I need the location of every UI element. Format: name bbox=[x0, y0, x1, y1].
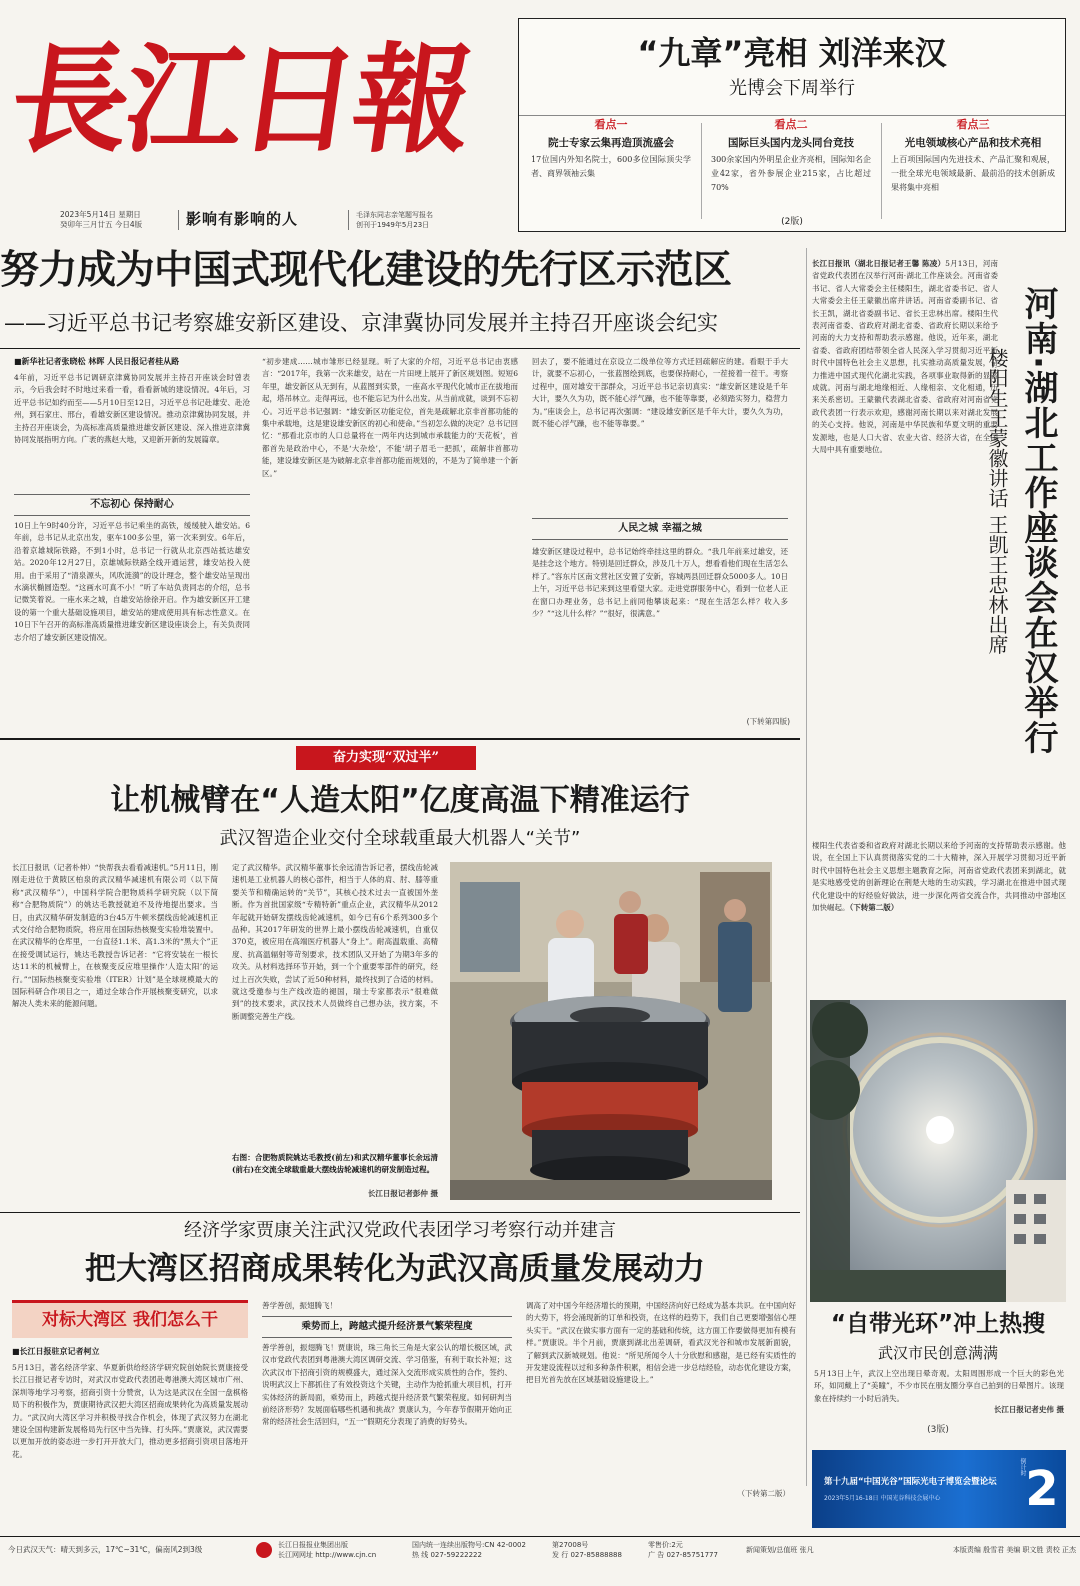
masthead-logo: 長江日報 bbox=[2, 30, 478, 169]
bay-col-2-lead: 善学善创，振翅腾飞！ bbox=[262, 1301, 337, 1310]
ad-date: 2023年5月16-18日 中国光谷科技会展中心 bbox=[824, 1495, 941, 1502]
footer-weather: 今日武汉天气：晴天到多云，17℃~31℃，偏南风2到3级 bbox=[8, 1545, 203, 1554]
bay-col-2: 善学善创，振翅腾飞！贾康说，珠三角长三角是大家公认的增长极区域，武汉市党政代表团到粤港澳大湾区调研交流、学习借鉴，有利于取长补短；这次武汉市下招商引资的规模盛大，通过深入交流形成实质性的合作，签约、说明武汉上下都抓住了有效投资这个关键，主动作为抢抓重大项目机，打开实体经济的新局面，乘势而上，跨越式提升经济景气繁荣程度。如何研判当前经济形势？发展面临哪些机遇和挑战？贾康认为，今年春节假期开始向正常的经济社会生活回归，“五一”假期充分表现了消费的好势头。 bbox=[262, 1343, 512, 1427]
bay-col-1: 5月13日，著名经济学家、华夏新供给经济学研究院创始院长贾康接受长江日报记者专访时，对武汉市党政代表团赴粤港澳大湾区城市广州、深圳等地学习考察，招商引资十分赞赏，认为这是武汉在全国一盘棋格局下的积极作为，贾康期待武汉把大湾区招商成果转化为高质量发展动力。“武汉向大湾区学习并积极寻找合作机会，体现了武汉努力在湖北建设全国构建新发展格局先行区中当先锋、打头阵。”贾康说，武汉需要以更加开放的姿态进一步打开开放大门，推动更多招商引资项目落地开花。 bbox=[12, 1363, 248, 1459]
masthead-divider-2 bbox=[348, 210, 349, 230]
masthead-publisher bbox=[356, 210, 506, 230]
henan-body-2-text: 楼阳生代表省委和省政府对湖北长期以来给予河南的支持帮助表示感谢。他说，在全国上下认真贯彻落实党的二十大精神，深入开展学习贯彻习近平新时代中国特色社会主义思想主题教育之际，河南省党政代表团来到湖北，就是实地感受党的创新理论在荆楚大地的生动实践，学习湖北在推进中国式现代化建设中的好经验好做法，进一步深化两省交流合作，共同推动中部地区加快崛起。 bbox=[812, 841, 1066, 913]
promo-item-2 bbox=[705, 117, 877, 217]
footer-publisher bbox=[278, 1540, 398, 1560]
masthead-divider bbox=[178, 210, 179, 230]
halo-headline[interactable]: “自带光环”冲上热搜 bbox=[830, 1311, 1046, 1337]
sun-halo-illustration bbox=[810, 1000, 1066, 1302]
footer-cn bbox=[412, 1540, 548, 1560]
reducer-photo-illustration bbox=[450, 862, 772, 1200]
masthead bbox=[2, 12, 508, 230]
promo-page-ref[interactable]: (2版) bbox=[781, 217, 803, 227]
lead-col-2: “初步建成……城市雏形已经显现。听了大家的介绍，习近平总书记由衷感言：“2017年，我第一次来雄安，站在一片田埂上展开了新区规划图。短短6年里，雄安新区从无到有，从蓝图到实景，一座高水平现代化城市正在拔地而起，塔吊林立。走得再远，也不能忘记为什么出发。从当前成就，谈到不忘初心。习近平总书记强调：“雄安新区功能定位，首先是疏解北京非首都功能的集中承载地，这是建设雄安新区的初心和使命。”当初怎么做的决定？总书记回忆：“那看北京市的人口总量将在一两年内达到城市承载能力的‘天花板’，首都首先是政治中心，不是‘大杂烩’，不能‘胡子眉毛一把抓’，疏解非首都功能，建设雄安新区是为破解北京非首都功能而规划的，不是为了简单建一个新区。” bbox=[262, 357, 518, 478]
ad-countdown-label: 倒计时 bbox=[1019, 1458, 1026, 1476]
lead-col-1b: 10日上午9时40分许，习近平总书记乘坐的高铁，缓缓驶入雄安站。6年前，总书记从北京出发，驱车100多公里，第一次来到安。6年后，沿着京雄城际铁路，不到1小时，总书记一行就从北京西站抵达雄安站。2020年12月27日，京雄城际铁路全线开通运营，雄安站投入使用。由于采用了“清泉源头，风吹涟漪”的设计理念，整个雄安站呈现出水滴状椭圆造型。“这画水可真不小！”听了车站负责同志的介绍，总书记微笑着说。一座水来之城，自雄安站徐徐开启。作为雄安新区开工建设的第一个重大基础设施项目，雄安站的建成使用具有标志性意义。在10日下午召开的高标准高质量推进雄安新区建设座谈会上，有关负责同志介绍了雄安新区建设情况。 bbox=[14, 521, 250, 642]
bay-kicker: 经济学家贾康关注武汉党政代表团学习考察行动并建言 bbox=[184, 1220, 616, 1241]
cjn-logo-icon bbox=[256, 1542, 272, 1558]
section-label: 不忘初心 保持耐心 bbox=[90, 499, 174, 510]
ad-phone: 广 告 027-85751777 bbox=[648, 1551, 718, 1559]
bay-banner bbox=[12, 1300, 248, 1338]
henan-body-text: 5月13日，河南省党政代表团在汉举行河南·湖北工作座谈会。河南省委书记、省人大常委会主任楼阳生，湖北省委书记、省人大常委会主任王蒙徽出席并讲话。河南省委副书记、省长王凯，湖北省委副书记、省长王忠林出席。楼阳生代表河南省委、省政府对湖北省委、省政府长期以来给予河南的大力支持和帮助表示感谢。他说，近年来，湖北省委、省政府团结带领全省人民深入学习贯彻习近平新时代中国特色社会主义思想，扎实推动高质量发展，奋力推进中国式现代化湖北实践，各项事业取得新的显著成就。河南与湖北地缘相近、人缘相亲、文化相通，历来关系密切。王蒙徽代表湖北省委、省政府对河南省党政代表团一行表示欢迎，感谢河南长期以来对湖北发展的关心支持。他说，河南是中华民族和华夏文明的重要发源地，也是人口大省、农业大省、经济大省，在全国大局中具有重要地位。 bbox=[812, 259, 998, 455]
ad-title: 第十九届“中国光谷”国际光电子博览会暨论坛 bbox=[824, 1477, 997, 1487]
section-label: 人民之城 幸福之城 bbox=[618, 523, 702, 534]
masthead-date bbox=[60, 210, 180, 230]
robot-caption: 右图：合肥物质院姚达毛教授(前左)和武汉精华董事长余远清(前右)在交流全球载重最大摆线齿轮减速机的研发制造过程。 bbox=[232, 1153, 438, 1175]
bay-byline: ■长江日报驻京记者柯立 bbox=[12, 1347, 100, 1356]
lead-col-3: 回去了，要不能通过在京设立二级单位等方式迁回疏解应的建。看眼于手大计，就要不忘初心，一张蓝图绘到底，也要保持耐心，一茬接着一茬干。考察过程中，面对雄安干部群众，习近平总书记亲切真实：“雄安新区建设是千年大计，要久久为功，既不能心浮气躁，也不能等靠要，必须踏实努力，稳营力为。”座谈会上，总书记再次强调：“建设雄安新区是千年大计，要久久为功，既不能心浮气躁，也不能等靠要。” bbox=[532, 357, 788, 429]
ad-countdown-number: 2 bbox=[1025, 1461, 1059, 1517]
robot-photo-credit: 长江日报记者彭仲 摄 bbox=[367, 1189, 438, 1198]
publisher-name: 长江日报报业集团出版 bbox=[278, 1541, 348, 1549]
robot-col-2: 定了武汉精华。武汉精华董事长余远清告诉记者，摆线齿轮减速机是工业机器人的核心部件，相当于人体的肩、肘、膝等重要关节和精确运转的“关节”，其核心技术过去一直被国外垄断。作为首批国家级“专精特新”重点企业，武汉精华从2012年起就开始研发摆线齿轮减速机，如今已有6个系列300多个品种。其2017年研发的世界上最小摆线齿轮减速机，自重仅370克，被应用在高端医疗机器人“身上”。耐高温载重、高精度、抗高温辐射等苛刻要求，技术团队又开始了为期3年多的攻关。从材料选择环节开始，到一个个重要零部件的研究，经过上百次失败，尝试了近50种材料，最终找到了合适的材料。就这受邀参与生产线改造的褪国，瑞士专家都表示“很难做到”的技术要求，武汉技术人员做终自己想办法，找方案，不断调整完善生产线。 bbox=[232, 863, 438, 1021]
promo-rule bbox=[519, 115, 1065, 116]
robot-photo bbox=[450, 862, 772, 1200]
section-label: 乘势而上，跨越式提升经济景气繁荣程度 bbox=[301, 1321, 473, 1332]
promo-item-text: 300余家国内外明星企业齐亮相，国际知名企业42家，省外参展企业215家，占比超过70% bbox=[711, 155, 871, 192]
henan-vert-sub: 楼阳生王蒙徽讲话 王凯王忠林出席 bbox=[985, 348, 1009, 655]
lead-byline: ■新华社记者张晓松 林晖 人民日报记者桂从路 bbox=[14, 357, 180, 366]
lead-section-2 bbox=[532, 518, 788, 540]
top-promo-box[interactable] bbox=[518, 18, 1066, 232]
promo-tag: 看点二 bbox=[774, 118, 808, 131]
expo-ad[interactable] bbox=[812, 1450, 1066, 1528]
bay-headline[interactable]: 把大湾区招商成果转化为武汉高质量发展动力 bbox=[85, 1251, 705, 1287]
lead-rule bbox=[0, 348, 800, 349]
promo-sep-2 bbox=[881, 123, 882, 219]
halo-text: 5月13日上午，武汉上空出现日晕奇观。太阳周围形成一个巨大的彩色光环，如同戴上了“美瞳”，不少市民在朋友圈分享自己拍到的日晕图片。该现象在持续约一小时后消失。 bbox=[814, 1369, 1064, 1403]
henan-body-2 bbox=[812, 840, 1066, 980]
lead-subhead: ——习近平总书记考察雄安新区建设、京津冀协同发展并主持召开座谈会纪实 bbox=[4, 311, 718, 335]
lunar-date-line: 癸卯年三月廿五 今日4版 bbox=[60, 220, 143, 229]
date-line: 2023年5月14日 星期日 bbox=[60, 210, 141, 219]
halo-page-ref[interactable]: (3版) bbox=[927, 1425, 949, 1435]
hotline: 热 线 027-59222222 bbox=[412, 1551, 482, 1559]
website[interactable]: 长江网网址 http://www.cjn.cn bbox=[278, 1551, 377, 1559]
promo-item-1 bbox=[525, 117, 697, 217]
bay-col-2a bbox=[262, 1300, 512, 1314]
robot-headline[interactable]: 让机械臂在“人造太阳”亿度高温下精准运行 bbox=[110, 783, 690, 818]
promo-headline: “九章”亮相 刘洋来汉 bbox=[637, 34, 947, 72]
footer-price bbox=[648, 1540, 734, 1560]
robot-col-1: 长江日报讯（记者朴伸）“快帮我去看看减速机。”5月11日，刚刚走进位于黄陂区柏泉的武汉精华减速机有限公司（以下简称“武汉精华”），中国科学院合肥物质科学研究院（以下简称“合肥物质院”）的姚达毛教授就迫不及待地提出要求。当日，由武汉精华研发制造的3台45万牛顿米摆线齿轮减速机正式交付给合肥物质院，将应用在国际热核聚变实验堆装置中。在武汉精华的仓库里，一台直径1.1米、高1.3米的“黑大个”正在接受调试运行，姚达毛教授告诉记者：“它将安装在一根长达11米的机械臂上，在核聚变反应堆里操作‘人造太阳’的运行。”“国际热核聚变实验堆（ITER）计划”是全球规模最大的国际科研合作项目之一，通过全球合作开展核聚变研究，以求解决人类未来的能源问题。 bbox=[12, 863, 218, 1009]
footer-rule bbox=[0, 1536, 1080, 1537]
promo-item-title: 光电领域核心产品和技术亮相 bbox=[904, 137, 1042, 149]
henan-body bbox=[812, 258, 998, 836]
promo-tag: 看点一 bbox=[594, 118, 628, 131]
robot-subhead: 武汉智造企业交付全球载重最大机器人“关节” bbox=[219, 828, 581, 849]
bay-top-rule bbox=[0, 1212, 800, 1213]
halo-subhead: 武汉市民创意满满 bbox=[877, 1344, 998, 1362]
lead-col-3b: 雄安新区建设过程中，总书记始终牵挂这里的群众。“我几年前来过雄安，还是挂念这个地方。特别是回迁群众，涉及几十万人，想看看他们现在生活怎么样了。”容东片区南文营社区安置了安新，容城两县回迁群众5000多人。10日上午，习近平总书记来到这里看望大家。走进党群服务中心，看到一位老人正在窗口办理业务，总书记上前同他攀谈起来：“现在生活怎么样？收入多少？”“这儿什么样？”“很好，很满意。” bbox=[532, 547, 788, 619]
promo-item-title: 国际巨头国内龙头同台竞技 bbox=[728, 137, 854, 149]
promo-item-text: 上百项国际国内先进技术、产品汇聚和观展，一批全球光电领域最新、最前沿的技术创新成果将集中亮相 bbox=[891, 155, 1055, 192]
issue-number: 第27008号 bbox=[552, 1541, 589, 1549]
bay-col-3: 调高了对中国今年经济增长的预期，中国经济向好已经成为基本共识。在中国向好的大势下，将会涌现新的订单和投资，在这样的趋势下，我们自己更要增强信心埋头实干。“武汉在做实事方面有一定的基础和传统，这方面工作要做得更加有模有样。”贾康说。半个月前，贾康到湖北出差调研，看武汉光谷和城市发展新面貌，了解到武汉新城规划。他说：“所见所闻令人十分欣慰和感谢，是已经有实质性的开发建设流程以过和多种条件积累，相信会进一步总结经验，动态优化建设方案，把目光首先放在区域基础设施建设上。” bbox=[526, 1301, 796, 1385]
promo-sep-1 bbox=[701, 123, 702, 219]
bay-continue[interactable]: （下转第二版） bbox=[737, 1489, 790, 1498]
founded-line: 创刊于1949年5月23日 bbox=[356, 221, 430, 229]
footer-issue bbox=[552, 1540, 632, 1560]
masthead-slogan: 影响有影响的人 bbox=[186, 210, 299, 228]
distribution-phone: 发 行 027-85888888 bbox=[552, 1551, 622, 1559]
bay-banner-text: 对标大湾区 我们怎么干 bbox=[42, 1310, 218, 1330]
lead-continue[interactable]: (下转第四版) bbox=[746, 717, 790, 726]
price: 零售价:2元 bbox=[648, 1541, 683, 1549]
bay-section bbox=[262, 1316, 512, 1338]
halo-credit: 长江日报记者史伟 摄 bbox=[993, 1405, 1064, 1414]
cn-number: 国内统一连续出版物号:CN 42-0002 bbox=[412, 1541, 526, 1549]
lead-headline[interactable]: 努力成为中国式现代化建设的先行区示范区 bbox=[0, 248, 732, 293]
henan-byline: 长江日报讯（湖北日报记者王馨 陈凌） bbox=[812, 259, 946, 268]
promo-item-3 bbox=[885, 117, 1061, 217]
footer-credits: 本版责编 殷雪君 美编 职文胜 责校 正杰 bbox=[952, 1546, 1076, 1554]
promo-subhead: 光博会下周举行 bbox=[729, 78, 855, 99]
robot-top-rule bbox=[0, 738, 800, 740]
footer-editor: 新闻策划/总值班 张凡 bbox=[746, 1546, 814, 1554]
robot-kicker-band bbox=[296, 746, 476, 770]
promo-item-title: 院士专家云集再造顶流盛会 bbox=[548, 137, 674, 149]
promo-item-text: 17位国内外知名院士，600多位国际顶尖学者、商界领袖云集 bbox=[531, 155, 691, 178]
robot-kicker: 奋力实现“双过半” bbox=[333, 750, 439, 765]
lead-col-1: 4年前，习近平总书记调研京津冀协同发展并主持召开座谈会时曾表示，今后我会时不时地过来看一看，看看新城的建设情况。4年后，习近平总书记如约而至——5月10日至12日，习近平总书记赴雄安、赴沧州，到石家庄、邢台，看雄安新区建设情况。推动京津冀协同发展，并主持召开座谈会，为高标准高质量推进雄安新区建设、深入推进京津冀协同发展指明方向。广袤的燕赵大地，又迎新开新的发展篇章。 bbox=[14, 373, 250, 445]
henan-vert-title[interactable]: 河南·湖北工作座谈会在汉举行 bbox=[1018, 286, 1058, 755]
publisher-line: 毛泽东同志亲笔题写报名 bbox=[356, 211, 433, 219]
promo-tag: 看点三 bbox=[956, 118, 990, 131]
halo-photo bbox=[810, 1000, 1066, 1302]
henan-rule-left bbox=[806, 248, 807, 1486]
lead-section-1 bbox=[14, 494, 250, 516]
henan-continue[interactable]: （下转第二版） bbox=[849, 903, 899, 913]
